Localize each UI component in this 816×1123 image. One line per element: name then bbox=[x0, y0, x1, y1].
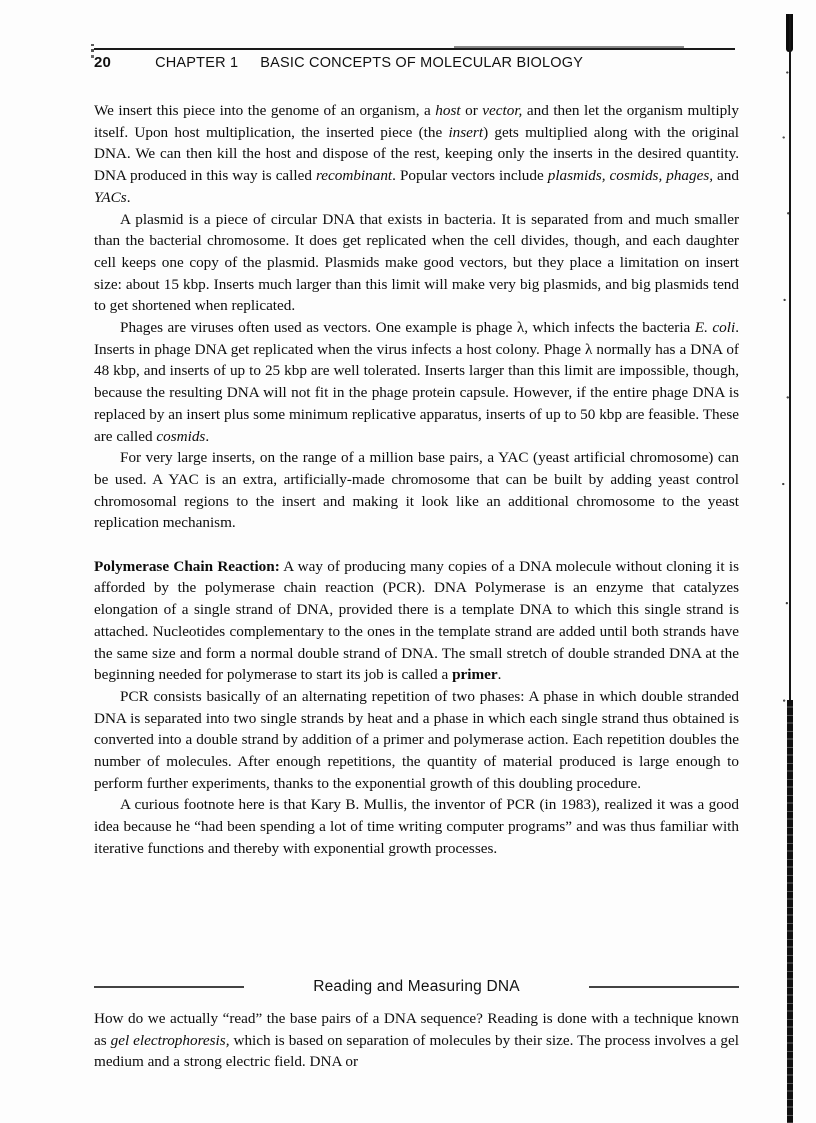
section-rule-left bbox=[94, 986, 244, 988]
text-run: or bbox=[460, 102, 483, 119]
gutter-blob bbox=[786, 14, 793, 52]
runin-heading-pcr: Polymerase Chain Reaction: bbox=[94, 557, 280, 575]
paragraph-mullis-footnote: A curious footnote here is that Kary B. Mullis, the inventor of PCR (in 1983), realized it was a good idea because he “had been spending a lot of time writing computer programs” and was thus familiar with iterative functions and thereby with exponential growth processes. bbox=[94, 796, 739, 857]
term-primer: primer bbox=[452, 666, 498, 684]
page-number: 20 bbox=[94, 54, 112, 71]
paragraph-pcr-definition bbox=[94, 556, 739, 686]
scan-gutter-artifact bbox=[786, 0, 793, 1123]
body-column-continued bbox=[94, 1008, 739, 1073]
paragraph-insert-vector bbox=[94, 100, 739, 209]
gutter-speckle bbox=[781, 40, 790, 1123]
paragraph-plasmid: A plasmid is a piece of circular DNA that exists in bacteria. It is separated from and much smaller than the bacterial chromosome. It does get replicated when the cell divides, though, and each daughter cell keeps one copy of the plasmid. Plasmids make good vectors, but they place a limitation on insert size: about 15 kbp. Inserts much larger than this limit will make very big plasmids, and big plasmids tend to get shortened when replicated. bbox=[94, 210, 739, 315]
term-insert: insert bbox=[448, 123, 484, 141]
term-vector: vector, bbox=[482, 102, 523, 119]
text-run: . bbox=[497, 666, 502, 684]
text-run: which is based on separation of molecules by their size. The process involves a gel medium and a strong electric field. DNA or bbox=[94, 1031, 739, 1071]
term-gel-electrophoresis: gel electrophoresis, bbox=[110, 1031, 230, 1049]
gutter-band bbox=[787, 700, 793, 1123]
text-run: How do we actually “read” the base pairs of a DNA sequence? Reading is done with a technique known as bbox=[94, 1010, 739, 1049]
section-title: Reading and Measuring DNA bbox=[313, 978, 520, 995]
chapter-label: CHAPTER 1 bbox=[155, 55, 239, 71]
text-run: We insert this piece into the genome of an organism, a bbox=[94, 102, 436, 119]
text-run: . Popular vectors include bbox=[392, 167, 548, 185]
paragraph-phages bbox=[94, 317, 739, 447]
text-run: and bbox=[713, 167, 739, 185]
running-head-rule bbox=[94, 48, 735, 50]
section-heading bbox=[94, 972, 739, 1002]
term-host: host bbox=[435, 102, 461, 119]
paragraph-pcr-phases: PCR consists basically of an alternating repetition of two phases: A phase in which double stranded DNA is separated into two single strands by heat and a phase in which each single strand thus obtained is converted into a double strand by addition of a primer and polymerase action. Each repetition doubles the number of molecules. After enough repetitions, the quantity of material produced is large enough to perform further experiments, thanks to the exponential growth of this doubling procedure. bbox=[94, 687, 739, 792]
paragraph-gel-electrophoresis bbox=[94, 1008, 739, 1073]
term-yacs: YACs bbox=[94, 188, 127, 206]
gutter-line bbox=[789, 14, 791, 1123]
paragraph-yac: For very large inserts, on the range of a million base pairs, a YAC (yeast artificial chromosome) can be used. A YAC is an extra, artificially-made chromosome that can be built by adding yeast control chromosomal regions to the insert and making it look like an additional chromosome to the yeast replication mechanism. bbox=[94, 449, 739, 532]
term-ecoli: E. coli bbox=[694, 319, 736, 337]
text-run: A way of producing many copies of a DNA molecule without cloning it is afforded by the polymerase chain reaction (PCR). DNA Polymerase is an enzyme that catalyzes elongation of a single strand of DNA, provided there is a template DNA to which this single strand is attached. Nucleotides complementary to the ones in the template strand are added until both strands have the same size and form a normal double strand of DNA. The small stretch of double stranded DNA at the beginning needed for polymerase to start its job is called a bbox=[94, 557, 739, 684]
text-run: . bbox=[205, 427, 210, 445]
text-run: ) gets multiplied along with the original DNA. We can then kill the host and dispose of the rest, keeping only the inserts in the desired quantity. DNA produced in this way is called bbox=[94, 123, 739, 185]
chapter-title: BASIC CONCEPTS OF MOLECULAR BIOLOGY bbox=[260, 55, 584, 71]
text-run: and then let the organism multiply itself. Upon host multiplication, the inserted piece (the bbox=[94, 102, 739, 141]
text-run: . bbox=[126, 188, 131, 206]
text-run: . Inserts in phage DNA get replicated when the virus infects a host colony. Phage λ normally has a DNA of 48 kbp, and inserts of up to 25 kbp are well tolerated. Inserts larger than this limit are impossible, though, because the resulting DNA will not fit in the phage protein capsule. However, if the entire phage DNA is replaced by an insert plus some minimum replicative apparatus, inserts of up to 50 kbp are feasible. These are called bbox=[94, 319, 739, 445]
term-recombinant: recombinant bbox=[315, 167, 393, 185]
section-rule-right bbox=[589, 986, 739, 988]
body-column bbox=[94, 100, 739, 860]
term-vector-list: plasmids, cosmids, phages, bbox=[547, 167, 714, 185]
running-head bbox=[94, 54, 744, 76]
text-run: Phages are viruses often used as vectors. One example is phage λ, which infects the bacteria bbox=[120, 319, 695, 337]
term-cosmids: cosmids bbox=[156, 427, 206, 445]
